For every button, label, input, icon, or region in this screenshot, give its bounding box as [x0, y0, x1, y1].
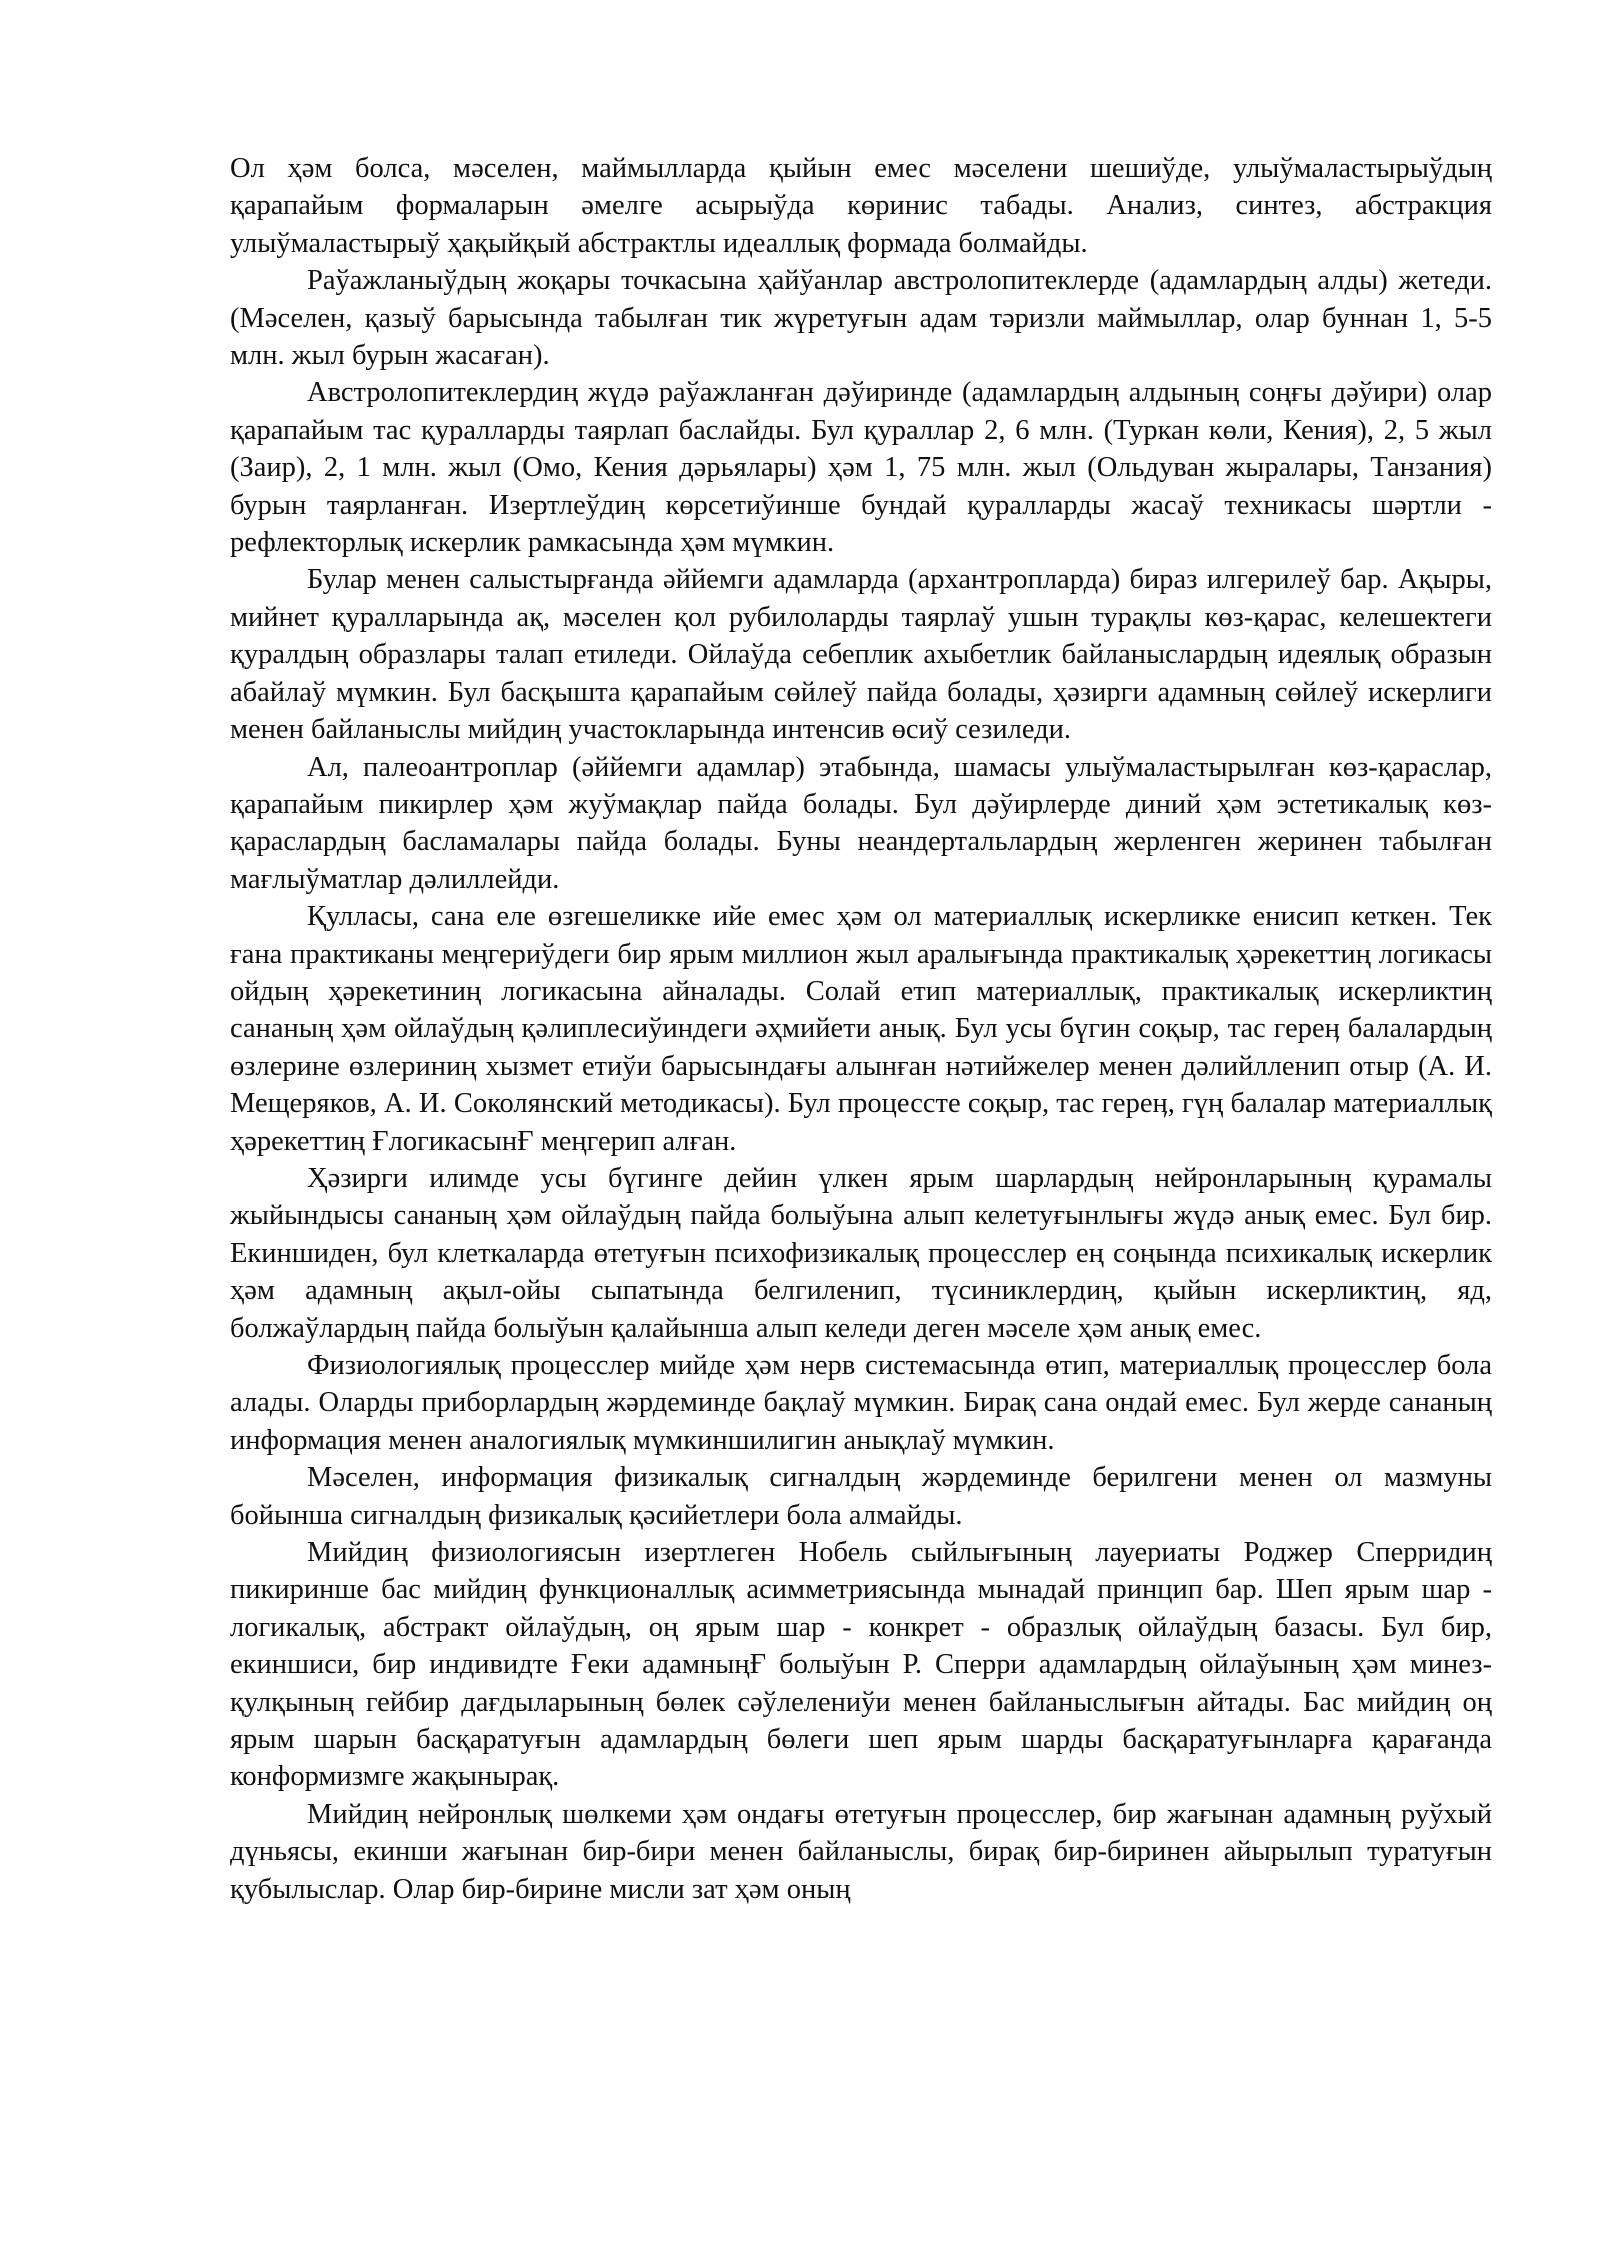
- paragraph: Ал, палеоантроплар (әййемги адамлар) этабында, шамасы улыўмаластырылған көз-қараслар, қарапайым пикирлер ҳәм жуўмақлар пайда болады. Бул дәўирлерде диний ҳәм эстетикалық көз-қараслардың басламалары пайда болады. Буны неандертальлардың жерленген жеринен табылған мағлыўматлар дәлиллейди.: [230, 751, 1492, 895]
- paragraph: Мийдиң нейронлық шөлкеми ҳәм ондағы өтетуғын процесслер, бир жағынан адамның руўхый дүньясы, екинши жағынан бир-бири менен байланыслы, бирақ бир-биринен айырылып туратуғын қубылыслар. Олар бир-бирине мисли зат ҳәм оның: [230, 1798, 1492, 1905]
- document-page: [230, 150, 1492, 1908]
- paragraph: Ол ҳәм болса, мәселен, маймылларда қыйын емес мәселени шешиўде, улыўмаластырыўдың қарапайым формаларын әмелге асырыўда көринис табады. Анализ, синтез, абстракция улыўмаластырыў ҳақыйқый абстрактлы идеаллық формада болмайды.: [230, 153, 1492, 259]
- paragraph: Ҳәзирги илимде усы бүгинге дейин үлкен ярым шарлардың нейронларының қурамалы жыйындысы сананың ҳәм ойлаўдың пайда болыўына алып келетуғынлығы жүдә анық емес. Бул бир. Екиншиден, бул клеткаларда өтетуғын психофизикалық процесслер ең соңында психикалық искерлик ҳәм адамның ақыл-ойы сыпатында белгиленип, түсиниклердиң, қыйын искерликтиң, яд, болжаўлардың пайда болыўын қалайынша алып келеди деген мәселе ҳәм анық емес.: [230, 1162, 1492, 1344]
- paragraph: Физиологиялық процесслер мийде ҳәм нерв системасында өтип, материаллық процесслер бола алады. Оларды приборлардың жәрдеминде бақлаў мүмкин. Бирақ сана ондай емес. Бул жерде сананың информация менен аналогиялық мүмкиншилигин анықлаў мүмкин.: [230, 1350, 1492, 1456]
- paragraph: Қулласы, сана еле өзгешеликке ийе емес ҳәм ол материаллық искерликке енисип кеткен. Тек ғана практиканы меңгериўдеги бир ярым миллион жыл аралығында практикалық ҳәрекеттиң логикасы ойдың ҳәрекетиниң логикасына айналады. Солай етип материаллық, практикалық искерликтиң сананың ҳәм ойлаўдың қәлиплесиўиндеги әҳмийети анық. Бул усы бүгин соқыр, тас гереӊ балалардың өзлерине өзлериниң хызмет етиўи барысындағы алынған нәтийжелер менен дәлийлленип отыр (А. И. Мещеряков, А. И. Соколянский методикасы). Бул процессте соқыр, тас гереӊ, гүң балалар материаллық ҳәрекеттиң ҒлогикасынҒ меңгерип алған.: [230, 901, 1492, 1157]
- paragraph: Булар менен салыстырғанда әййемги адамларда (архантропларда) бираз илгерилеў бар. Ақыры, мийнет қуралларында ақ, мәселен қол рубилоларды таярлаў ушын турақлы көз-қарас, келешектеги қуралдың образлары талап етиледи. Ойлаўда себеплик ахыбетлик байланыслардың идеялық образын абайлаў мүмкин. Бул басқышта қарапайым сөйлеў пайда болады, ҳәзирги адамның сөйлеў искерлиги менен байланыслы мийдиң участокларында интенсив өсиў сезиледи.: [230, 564, 1492, 746]
- paragraph: Мәселен, информация физикалық сигналдың жәрдеминде берилгени менен ол мазмуны бойынша сигналдың физикалық қәсийетлери бола алмайды.: [230, 1462, 1492, 1531]
- paragraph: Мийдиң физиологиясын изертлеген Нобель сыйлығының лауериаты Роджер Сперридиң пикиринше бас мийдиң функционаллық асимметриясында мынадай принцип бар. Шеп ярым шар - логикалық, абстракт ойлаўдың, оң ярым шар - конкрет - образлық ойлаўдың базасы. Бул бир, екиншиси, бир индивидте Ғеки адамныңҒ болыўын Р. Сперри адамлардың ойлаўының ҳәм минез-қулқының гейбир дағдыларының бөлек сәўлелениўи менен байланыслығын айтады. Бас мийдиң оң ярым шарын басқаратуғын адамлардың бөлеги шеп ярым шарды басқаратуғынларға қарағанда конформизмге жақынырақ.: [230, 1537, 1492, 1793]
- paragraph: Раўажланыўдың жоқары точкасына ҳайўанлар австролопитеклерде (адамлардың алды) жетеди. (Мәселен, қазыў барысында табылған тик жүретуғын адам тәризли маймыллар, олар буннан 1, 5-5 млн. жыл бурын жасаған).: [230, 265, 1492, 372]
- paragraph: Австролопитеклердиң жүдә раўажланған дәўиринде (адамлардың алдының соңғы дәўири) олар қарапайым тас қуралларды таярлап баслайды. Бул қураллар 2, 6 млн. (Туркан көли, Кения), 2, 5 жыл (Заир), 2, 1 млн. жыл (Омо, Кения дәрьялары) ҳәм 1, 75 млн. жыл (Ольдуван жыралары, Танзания) бурын таярланған. Изертлеўдиң көрсетиўинше бундай қуралларды жасаў техникасы шәртли - рефлекторлық искерлик рамкасында ҳәм мүмкин.: [230, 377, 1492, 559]
